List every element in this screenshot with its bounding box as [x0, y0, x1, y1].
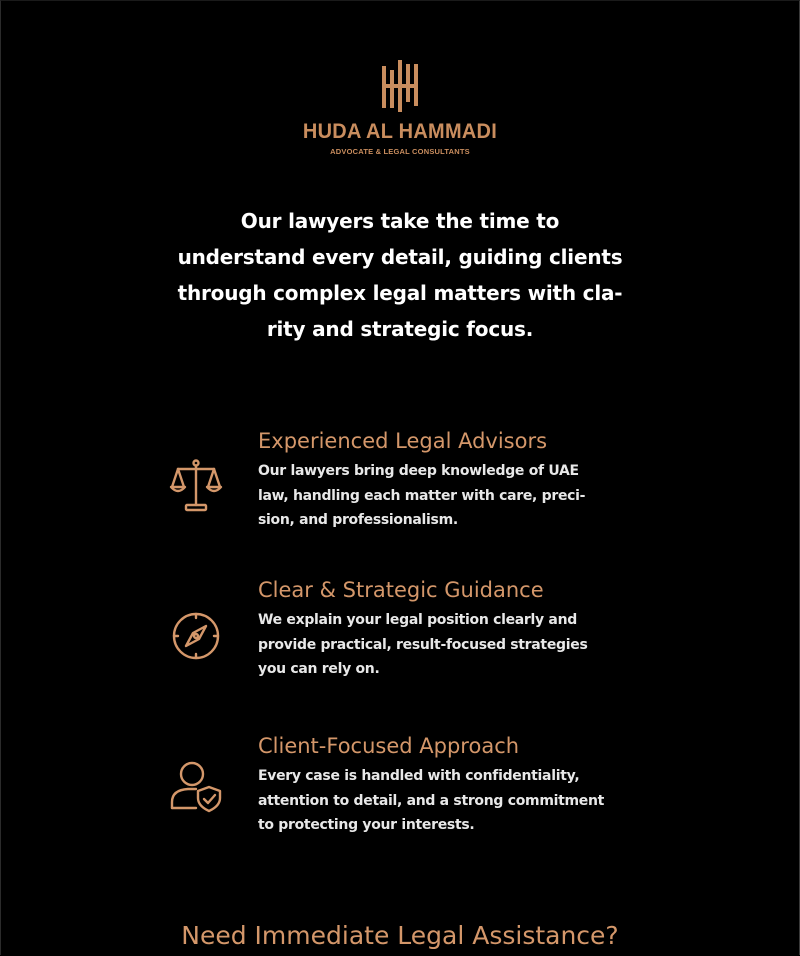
feature-description-line: you can rely on.	[258, 661, 380, 677]
feature-title: Clear & Strategic Guidance	[258, 578, 544, 602]
intro-line: rity and strategic focus.	[266, 317, 534, 341]
feature-title: Experienced Legal Advisors	[258, 429, 548, 453]
feature-description-line: We explain your legal position clearly and	[258, 612, 577, 628]
feature-description-line: sion, and professionalism.	[258, 512, 458, 528]
feature-description	[258, 764, 604, 838]
feature-description-line: Every case is handled with confidentiality,	[258, 768, 580, 784]
feature-description-line: attention to detail, and a strong commitment	[258, 792, 605, 809]
feature-strategic-guidance	[0, 576, 800, 696]
intro-line: through complex legal matters with cla-	[177, 281, 623, 305]
feature-experienced-advisors	[0, 427, 800, 547]
feature-description-line: law, handling each matter with care, preci-	[258, 487, 586, 504]
intro-line: Our lawyers take the time to	[240, 209, 560, 233]
feature-description-line: Our lawyers bring deep knowledge of UAE	[258, 463, 579, 479]
feature-description-line: provide practical, result-focused strategies	[258, 636, 588, 653]
scales-of-justice-icon	[166, 455, 226, 515]
intro-paragraph	[140, 203, 660, 347]
brand-tagline: ADVOCATE & LEGAL CONSULTANTS	[330, 147, 470, 156]
hh-monogram-icon	[378, 60, 422, 112]
feature-client-focused	[0, 732, 800, 852]
intro-line: understand every detail, guiding clients	[177, 245, 623, 269]
feature-description	[258, 608, 587, 682]
feature-description	[258, 459, 585, 533]
compass-icon	[166, 606, 226, 666]
brand-logo[interactable]	[0, 60, 800, 157]
feature-title: Client-Focused Approach	[258, 734, 520, 758]
user-shield-icon	[166, 756, 226, 816]
cta-heading: Need Immediate Legal Assistance?	[181, 921, 619, 950]
feature-description-line: to protecting your interests.	[258, 817, 475, 833]
brand-name: HUDA AL HAMMADI	[302, 120, 498, 143]
